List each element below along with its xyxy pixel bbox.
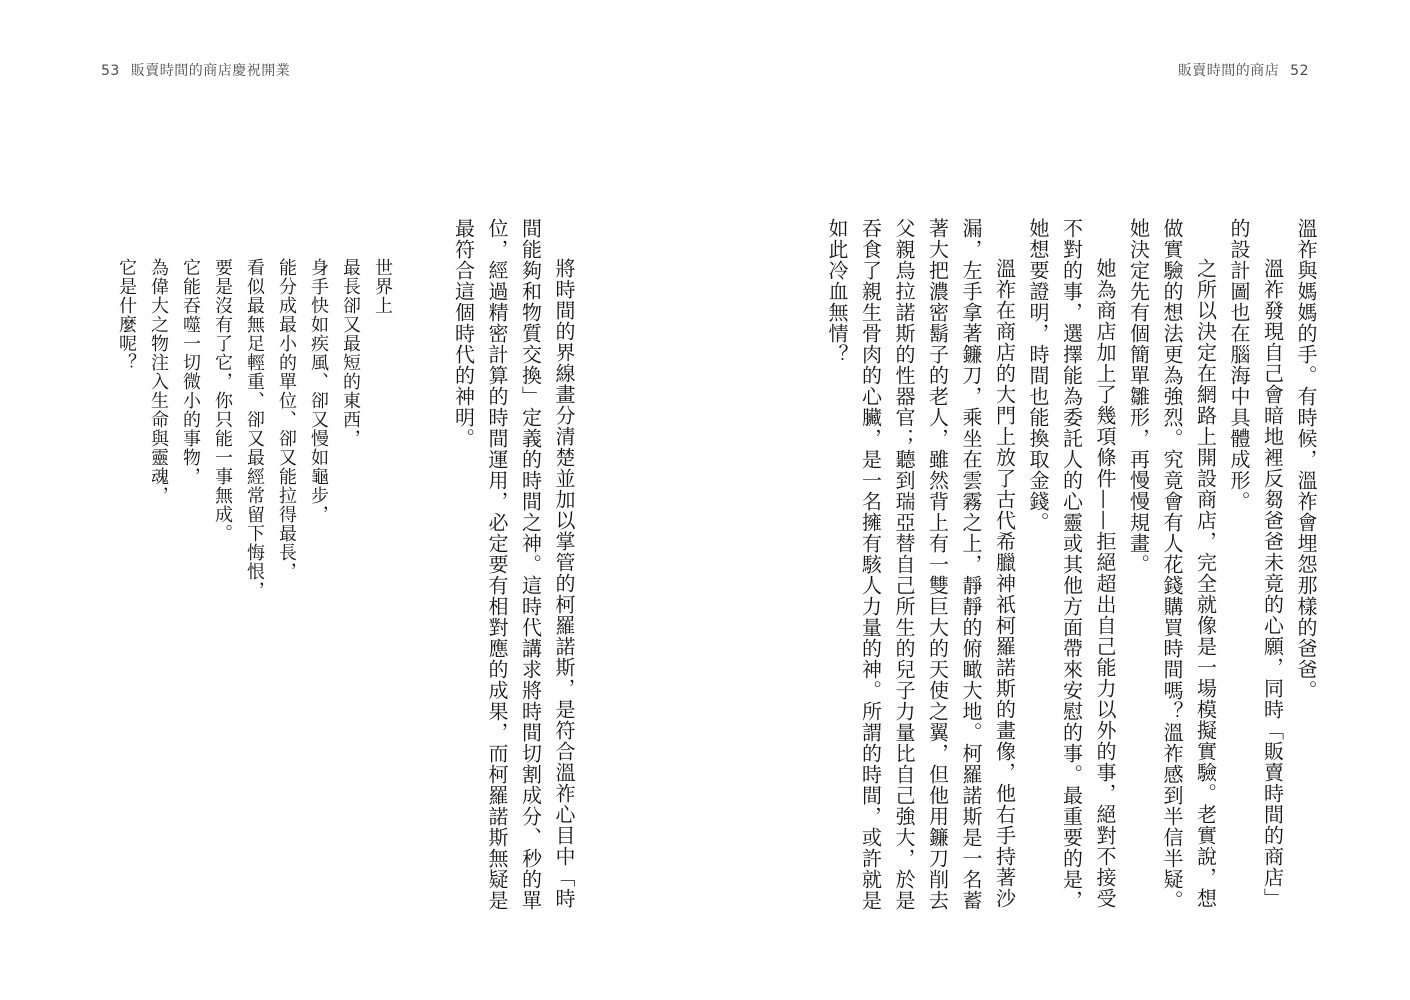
right-page-body	[820, 218, 1323, 918]
right-paragraph-3: 之所以決定在網路上開設商店，完全就像是一場模擬實驗。老實說，想做實驗的想法更為強烈。究竟會有人花錢購買時間嗎？溫祚感到半信半疑。她決定先有個簡單雛形，再慢慢規畫。	[1126, 218, 1218, 911]
right-paragraph-5: 溫祚在商店的大門上放了古代希臘神祇柯羅諾斯的畫像，他右手持著沙漏，左手拿著鐮刀，乘坐在雲霧之上，靜靜的俯瞰大地。柯羅諾斯是一名蓄著大把濃密鬍子的老人，雖然背上有一雙巨大的天使之翼，但他用鐮刀削去父親烏拉諾斯的性器官；聽到瑞亞替自己所生的兒子力量比自己強大，於是吞食了親生骨肉的心臟，是一名擁有駭人力量的神。所謂的時間，或許就是如此冷血無情？	[825, 218, 1017, 911]
right-paragraph-2: 溫祚發現自己會暗地裡反芻爸爸未竟的心願，同時「販賣時間的商店」的設計圖也在腦海中具體成形。	[1227, 218, 1285, 909]
left-chapter-title: 販賣時間的商店慶祝開業	[130, 63, 291, 79]
poem-line: 最長卻又最短的東西，	[340, 258, 361, 448]
poem-line: 為偉大之物注入生命與靈魂，	[148, 258, 169, 505]
left-page-prose	[446, 218, 580, 918]
poem-line: 它是什麼呢？	[116, 258, 137, 372]
right-book-title: 販賣時間的商店	[1177, 63, 1280, 79]
right-paragraph-1: 溫祚與媽媽的手。有時候，溫祚會埋怨那樣的爸爸。	[1294, 218, 1318, 701]
poem-line: 能分成最小的單位、卻又能拉得最長，	[276, 258, 297, 581]
poem-line: 世界上	[372, 258, 393, 315]
poem-line: 要是沒有了它，你只能一事無成。	[212, 258, 233, 543]
poem-line: 身手快如疾風、卻又慢如龜步，	[308, 258, 329, 524]
left-running-header	[95, 60, 290, 80]
right-paragraph-4: 她為商店加上了幾項條件——拒絕超出自己能力以外的事，絕對不接受不對的事，選擇能為委託人的心靈或其他方面帶來安慰的事。最重要的是，她想要證明，時間也能換取金錢。	[1026, 218, 1117, 911]
right-running-header	[1178, 60, 1315, 80]
left-page-number: 53	[101, 63, 120, 79]
poem-line: 看似最無足輕重、卻又最經常留下悔恨，	[244, 258, 265, 600]
left-paragraph-1: 將時間的界線畫分清楚並加以掌管的柯羅諾斯，是符合溫祚心目中「時間能夠和物質交換」定義的時間之神。這時代講求將時間切割成分、秒的單位，經過精密計算的時間運用，必定要有相對應的成果，而柯羅諾斯無疑是最符合這個時代的神明。	[451, 218, 576, 911]
poem-line: 它能吞噬一切微小的事物，	[180, 258, 201, 486]
right-page-number: 52	[1290, 63, 1309, 79]
riddle-poem	[110, 258, 398, 600]
